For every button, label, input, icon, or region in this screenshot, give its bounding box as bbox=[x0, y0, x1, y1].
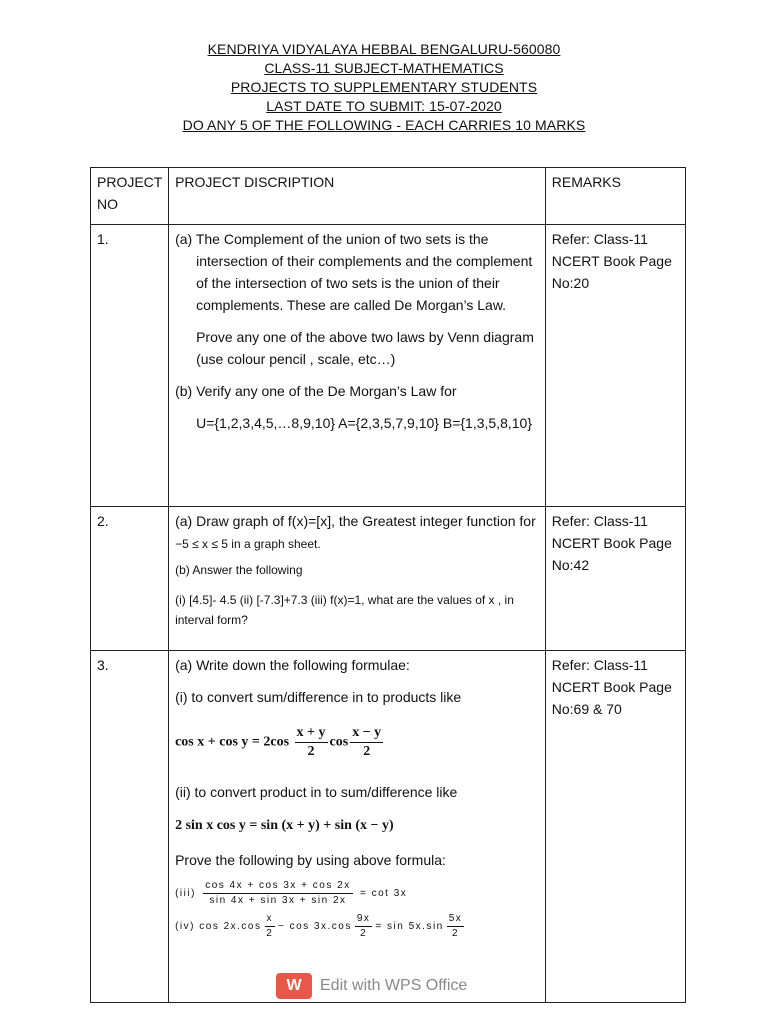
denominator: 2 bbox=[266, 928, 274, 939]
fraction bbox=[355, 912, 373, 941]
identity-middle: − cos 3x.cos bbox=[278, 921, 352, 933]
formula-cos: cos bbox=[329, 734, 349, 750]
set-definitions: U={1,2,3,4,5,…8,9,10} A={2,3,5,7,9,10} B={1,3,5,8,10} bbox=[196, 415, 532, 431]
numerator: x − y bbox=[350, 724, 383, 743]
fraction bbox=[203, 879, 353, 908]
answer-task: (b) Answer the following bbox=[175, 563, 303, 577]
header-project-no: PROJECT NO bbox=[91, 168, 169, 225]
answer-items: (i) [4.5]- 4.5 (ii) [-7.3]+7.3 (iii) f(x)=1, what are the values of x , in interval form? bbox=[175, 593, 514, 627]
identity-label: (iii) bbox=[175, 888, 196, 900]
verify-task: (b) Verify any one of the De Morgan’s Law for bbox=[175, 383, 457, 399]
identity-iii bbox=[175, 879, 539, 908]
project-number: 1. bbox=[91, 225, 169, 507]
table-row bbox=[91, 507, 686, 651]
sum-to-product-formula bbox=[175, 724, 539, 761]
identity-rhs: = cot 3x bbox=[359, 888, 408, 900]
product-to-sum-task: (ii) to convert product in to sum/difference like bbox=[175, 784, 458, 800]
range-expression: −5 ≤ x ≤ 5 bbox=[175, 537, 228, 551]
graph-task-suffix: in a graph sheet. bbox=[227, 537, 321, 551]
denominator: 2 bbox=[360, 928, 368, 939]
projects-title: PROJECTS TO SUPPLEMENTARY STUDENTS bbox=[230, 79, 538, 95]
fraction bbox=[447, 912, 465, 941]
project-description bbox=[169, 225, 546, 507]
table-row bbox=[91, 651, 686, 1003]
fraction bbox=[295, 724, 328, 761]
project-number: 2. bbox=[91, 507, 169, 651]
watermark-text: Edit with WPS Office bbox=[320, 977, 468, 994]
instructions: DO ANY 5 OF THE FOLLOWING - EACH CARRIES 10 MARKS bbox=[182, 117, 586, 133]
last-date: LAST DATE TO SUBMIT: 15-07-2020 bbox=[266, 98, 502, 114]
class-subject: CLASS-11 SUBJECT-MATHEMATICS bbox=[264, 60, 504, 76]
table-header-row bbox=[91, 168, 686, 225]
projects-table bbox=[90, 167, 686, 1003]
denominator: 2 bbox=[307, 744, 315, 759]
demorgan-statement: (a) The Complement of the union of two sets is the intersection of their complements and the complement of the intersection of two sets is the union of their complements. These are called De Morgan’s Law. bbox=[175, 231, 533, 313]
document-header bbox=[0, 40, 768, 135]
project-description bbox=[169, 507, 546, 651]
numerator: cos 4x + cos 3x + cos 2x bbox=[203, 879, 353, 894]
school-name: KENDRIYA VIDYALAYA HEBBAL BENGALURU-560080 bbox=[207, 41, 561, 57]
sum-to-product-task: (i) to convert sum/difference in to products like bbox=[175, 689, 462, 705]
remarks: Refer: Class-11 NCERT Book Page No:42 bbox=[545, 507, 685, 651]
formula-lhs: cos x + cos y = 2cos bbox=[175, 734, 290, 750]
numerator: x bbox=[265, 912, 276, 927]
wps-logo-icon: W bbox=[276, 973, 312, 999]
prove-task: Prove the following by using above formula: bbox=[175, 852, 446, 868]
product-to-sum-formula: 2 sin x cos y = sin (x + y) + sin (x − y) bbox=[175, 818, 394, 833]
denominator: 2 bbox=[363, 744, 371, 759]
header-remarks: REMARKS bbox=[545, 168, 685, 225]
project-description bbox=[169, 651, 546, 1003]
header-project-description: PROJECT DISCRIPTION bbox=[169, 168, 546, 225]
identity-rhs: = sin 5x.sin bbox=[375, 921, 444, 933]
project-number: 3. bbox=[91, 651, 169, 1003]
remarks: Refer: Class-11 NCERT Book Page No:20 bbox=[545, 225, 685, 507]
venn-task: Prove any one of the above two laws by Venn diagram (use colour pencil , scale, etc…) bbox=[196, 329, 534, 367]
identity-label: (iv) cos 2x.cos bbox=[175, 921, 262, 933]
identity-iv bbox=[175, 912, 539, 941]
fraction bbox=[265, 912, 276, 941]
wps-watermark bbox=[276, 973, 467, 999]
numerator: x + y bbox=[295, 724, 328, 743]
graph-task-text: (a) Draw graph of f(x)=[x], the Greatest integer function for bbox=[175, 513, 536, 529]
numerator: 9x bbox=[355, 912, 373, 927]
table-row bbox=[91, 225, 686, 507]
denominator: sin 4x + sin 3x + sin 2x bbox=[209, 895, 347, 906]
remarks: Refer: Class-11 NCERT Book Page No:69 & 70 bbox=[545, 651, 685, 1003]
formulae-task: (a) Write down the following formulae: bbox=[175, 657, 410, 673]
fraction bbox=[350, 724, 383, 761]
numerator: 5x bbox=[447, 912, 465, 927]
denominator: 2 bbox=[451, 928, 460, 939]
graph-task bbox=[175, 510, 539, 554]
